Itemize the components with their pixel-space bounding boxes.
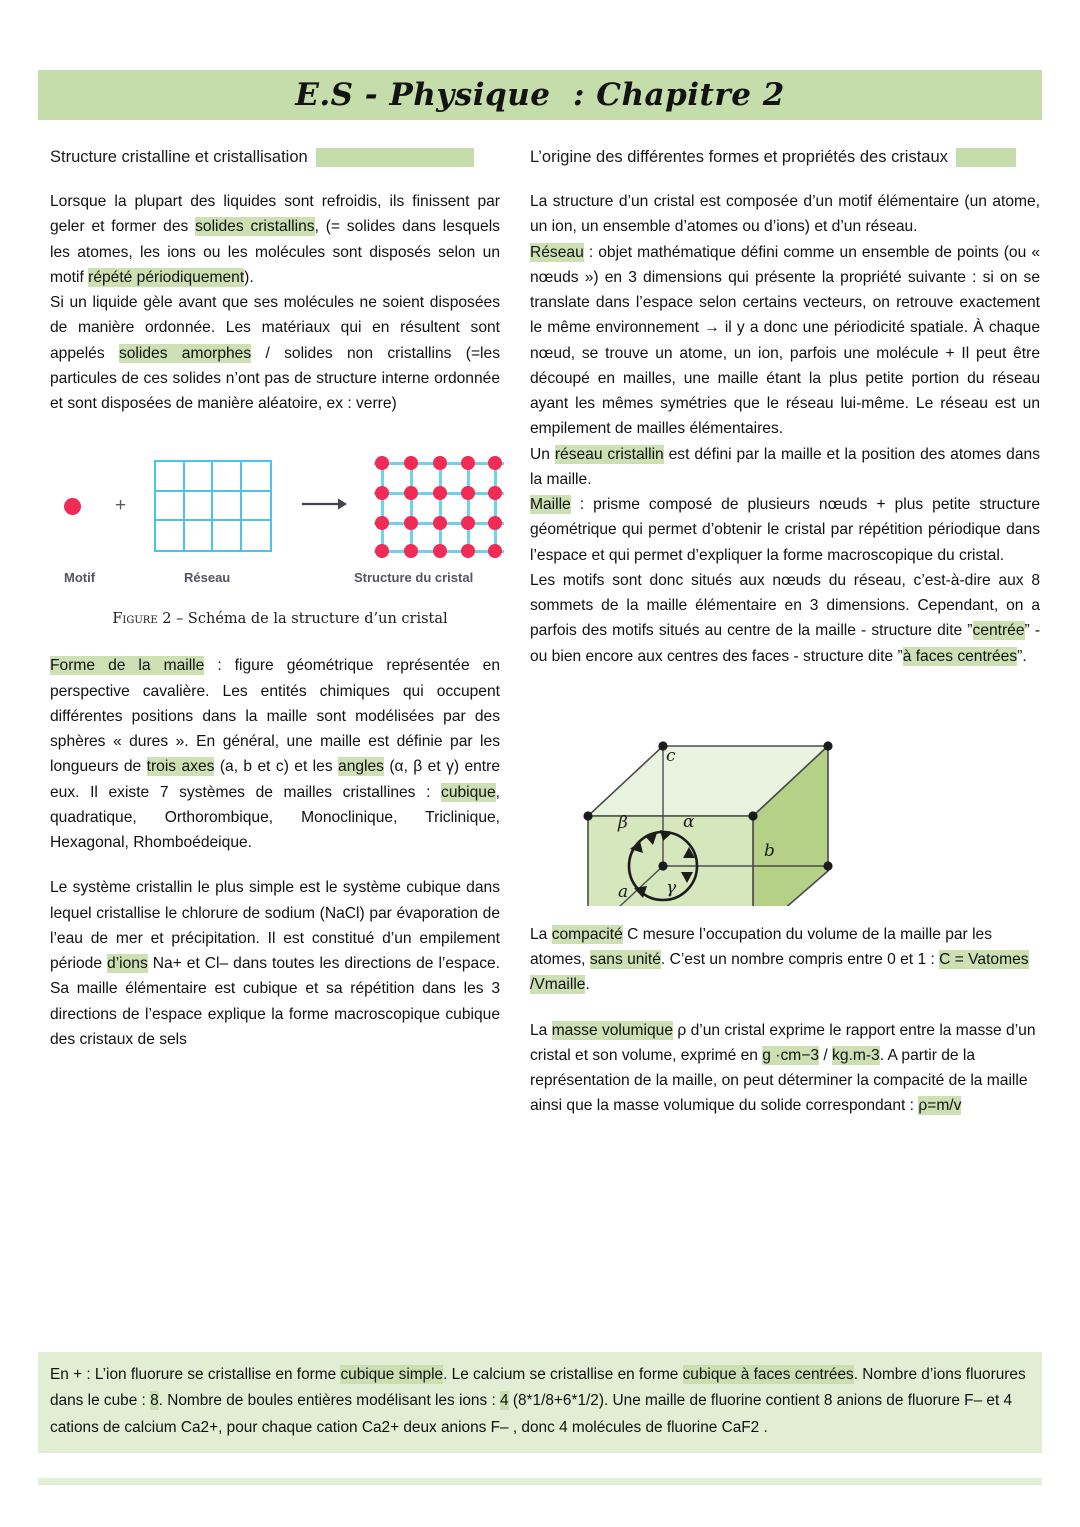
cube-label-alpha: α (683, 811, 695, 832)
right-heading-highlight-bar (956, 148, 1016, 167)
figure-label-cristal: Structure du cristal (354, 570, 474, 586)
left-paragraph-4 (50, 875, 500, 1052)
highlight-angles: angles (338, 758, 384, 776)
text-segment: , (= solides dans lesquels les atomes, les ions ou les molécules sont disposés selon un motif (50, 218, 500, 286)
text-segment: La structure d’un cristal est composée d’un motif élémentaire (un atome, un ion, un ensemble d’atomes ou d’ions) et d’un réseau. (530, 193, 1040, 236)
cube-label-a: a (618, 881, 629, 902)
text-segment: / solides non cristallins (=les particules de ces solides n’ont pas de structure interne ordonnée et sont disposées de manière aléatoire, ex : verre) (50, 344, 500, 412)
highlight-masse-volumique: masse volumique (551, 1021, 674, 1039)
highlight-count-4: 4 (500, 1392, 509, 1410)
left-paragraph-1 (50, 189, 500, 290)
highlight-forme-de-la-maille: Forme de la maille (50, 657, 205, 675)
text-segment: . C’est un nombre compris entre 0 et 1 : (660, 951, 940, 968)
text-segment: : prisme composé de plusieurs nœuds + plus petite structure géométrique qui permet d’obtenir le cristal par répétition périodique dans l’espace et qui permet d’expliquer la forme macroscopique du cristal. (530, 496, 1040, 564)
text-segment: est défini par la maille et la position des atomes dans la maille. (530, 445, 1040, 488)
left-column (0, 148, 500, 1132)
text-segment: Lorsque la plupart des liquides sont refroidis, ils finissent par geler et former des (50, 193, 500, 236)
highlight-compacite-formula: C = Vatomes /Vmaille (530, 951, 1029, 994)
figure-caption-text: 2 – Schéma de la structure d’un cristal (157, 611, 448, 628)
crystal-lattice-icon (374, 456, 504, 556)
highlight-solides-amorphes: solides amorphes (118, 344, 252, 362)
text-segment: Si un liquide gèle avant que ses molécules ne soient disposées de manière ordonnée. Les matériaux qui en résultent sont appelés (50, 294, 500, 362)
highlight-sans-unite: sans unité (589, 951, 661, 968)
bottom-divider (38, 1478, 1042, 1485)
right-paragraph-7 (530, 1018, 1040, 1119)
left-section-heading (50, 148, 500, 167)
right-paragraph-6 (530, 922, 1040, 998)
text-segment: La (530, 1021, 552, 1039)
highlight-rho-formula: ρ=m/v (918, 1097, 962, 1115)
right-paragraph-1 (530, 189, 1040, 240)
right-paragraph-5 (530, 568, 1040, 669)
highlight-compacite: compacité (551, 925, 623, 943)
cube-label-beta: β (618, 812, 628, 833)
highlight-solides-cristallins: solides cristallins (195, 218, 315, 236)
text-segment: : figure géométrique représentée en perspective cavalière. Les entités chimiques qui occupent différentes positions dans la maille sont modélisées par des sphères « dures ». En général, une maille est définie par les longueurs de (50, 657, 500, 776)
arrow-right-icon (302, 497, 348, 516)
highlight-cubique-faces-centrees: cubique à faces centrées (682, 1366, 854, 1383)
highlight-count-8: 8 (150, 1392, 159, 1410)
text-segment: La (530, 925, 552, 943)
highlight-unit-kgm3: kg.m-3 (832, 1046, 880, 1064)
text-segment: , quadratique, Orthorombique, Monoclinique, Triclinique, Hexagonal, Rhomboédeique. (50, 783, 500, 851)
figure-labels (50, 570, 510, 585)
highlight-maille: Maille (530, 496, 571, 513)
page-title: E.S - Physique : Chapitre 2 (295, 77, 785, 113)
highlight-dions: d’ions (107, 955, 148, 972)
unit-cell-cube-figure (548, 691, 1008, 906)
right-paragraph-2 (530, 240, 1040, 442)
text-segment: . A partir de la représentation de la maille, on peut déterminer la compacité de la maille ainsi que la masse volumique du solide correspondant : (530, 1046, 1028, 1115)
figure-caption (50, 611, 510, 627)
text-segment: Le système cristallin le plus simple est le système cubique dans lequel cristallise le chlorure de sodium (NaCl) par évaporation de l’eau de mer et précipitation. Il est constitué d’un empilement période (50, 879, 500, 972)
left-paragraph-2 (50, 290, 500, 416)
right-section-title: L’origine des différentes formes et propriétés des cristaux (530, 148, 948, 166)
right-section-heading (530, 148, 1040, 167)
text-segment: C mesure l’occupation du volume de la maille par les atomes, (530, 925, 992, 968)
left-paragraph-3 (50, 653, 500, 855)
highlight-centree: centrée (972, 622, 1025, 640)
extra-notes-text (50, 1362, 1030, 1441)
highlight-reseau: Réseau (530, 243, 584, 261)
text-segment: (α, β et γ) entre eux. Il existe 7 systèmes de mailles cristallines : (50, 758, 500, 801)
highlight-cubique-simple: cubique simple (340, 1366, 444, 1383)
figure-label-motif: Motif (64, 570, 96, 586)
figure-row (50, 446, 510, 566)
text-segment: : objet mathématique défini comme un ensemble de points (ou « nœuds ») en 3 dimensions qui présente la propriété suivante : si on se translate dans l’espace selon certains vecteurs, on retrouve exactement le même environnement → il y a donc une périodicité spatiale. À chaque nœud, se trouve un atome, un ion, parfois une molécule + Il peut être découpé en mailles, une maille étant la plus petite portion du réseau ayant les mêmes symétries que le réseau lui-même. Le réseau est un empilement de mailles élémentaires. (530, 243, 1040, 438)
text-segment: . Le calcium se cristallise en forme (443, 1366, 683, 1383)
highlight-cubique: cubique (441, 783, 496, 801)
motif-dot-icon (64, 498, 81, 515)
text-segment: Les motifs sont donc situés aux nœuds du réseau, c’est-à-dire aux 8 sommets de la maille élémentaire en 3 dimensions. Cependant, on a parfois des motifs situés au centre de la maille - structure dite ” (530, 571, 1040, 640)
reseau-grid-icon (154, 460, 272, 552)
text-segment: (8*1/8+6*1/2). Une maille de fluorine contient 8 anions de fluorure F– et 4 cations de calcium Ca2+, pour chaque cation Ca2+ deux anions F– , donc 4 molécules de fluorine CaF2 . (50, 1392, 1013, 1436)
highlight-reseau-cristallin: réseau cristallin (554, 445, 664, 463)
crystal-structure-figure (50, 446, 510, 627)
cube-label-gamma: γ (666, 877, 677, 898)
left-section-title: Structure cristalline et cristallisation (50, 148, 308, 166)
highlight-a-faces-centrees: à faces centrées (902, 647, 1018, 665)
content-columns (0, 148, 1080, 1132)
page-title-banner (38, 70, 1042, 120)
text-segment: ”. (1017, 647, 1027, 665)
highlight-repete-periodiquement: répété périodiquement (88, 268, 245, 286)
extra-notes-box (38, 1352, 1042, 1453)
cube-label-c: c (666, 745, 676, 766)
right-column (530, 148, 1080, 1132)
figure-label-reseau: Réseau (184, 570, 231, 586)
highlight-unit-gcm3: g ·cm−3 (762, 1046, 820, 1064)
text-segment: ” - ou bien encore aux centres des faces - structure dite ” (530, 622, 1041, 665)
text-segment: / (819, 1046, 833, 1064)
figure-caption-prefix: Figure (112, 611, 158, 628)
text-segment: . Nombre d’ions fluorures dans le cube : (50, 1366, 1026, 1410)
text-segment: Na+ et Cl– dans toutes les directions de l’espace. Sa maille élémentaire est cubique et sa répétition dans les 3 directions de l’espace explique la forme macroscopique cubique des cristaux de sels (50, 955, 500, 1048)
text-segment: ρ d’un cristal exprime le rapport entre la masse d’un cristal et son volume, exprimé en (530, 1021, 1036, 1064)
left-heading-highlight-bar (316, 148, 474, 167)
right-paragraph-3 (530, 442, 1040, 493)
plus-icon: + (115, 495, 127, 517)
text-segment: . Nombre de boules entières modélisant les ions : (158, 1392, 501, 1410)
text-segment: ). (244, 268, 254, 286)
right-paragraph-4 (530, 492, 1040, 568)
text-segment: . (585, 976, 590, 994)
highlight-trois-axes: trois axes (146, 758, 215, 776)
text-segment: En + : L’ion fluorure se cristallise en forme (50, 1366, 341, 1383)
text-segment: Un (530, 445, 555, 463)
text-segment: (a, b et c) et les (214, 758, 339, 776)
cube-label-b: b (764, 840, 775, 861)
